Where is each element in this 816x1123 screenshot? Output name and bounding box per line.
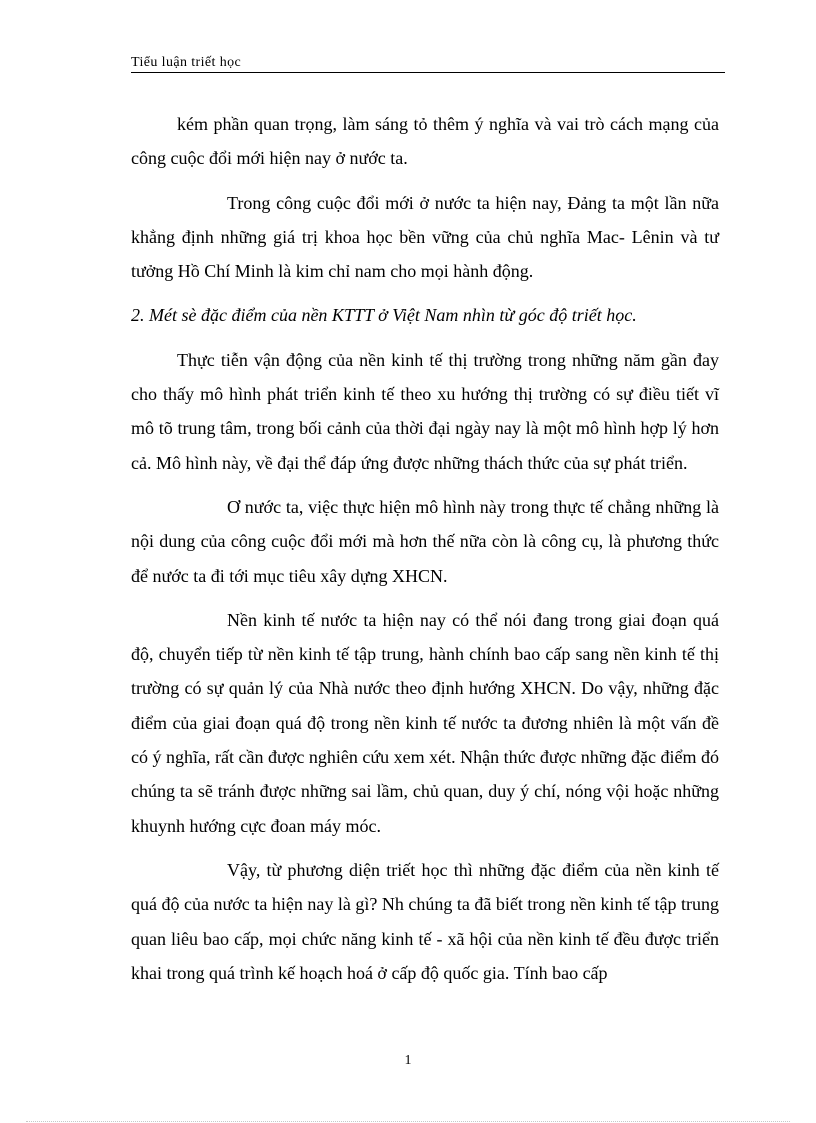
paragraph-doi-moi: Trong công cuộc đổi mới ở nước ta hiện nay, Đảng ta một lần nữa khẳng định những giá trị khoa học bền vững của chủ nghĩa Mac- Lênin và tư tưởng Hồ Chí Minh là kim chỉ nam cho mọi hành động. [131,192,719,282]
paragraph-o-nuoc-ta: Ơ nước ta, việc thực hiện mô hình này trong thực tế chẳng những là nội dung của công cuộc đổi mới mà hơn thế nữa còn là công cụ, là phương thức để nước ta đi tới mục tiêu xây dựng XHCN. [131,496,719,586]
running-header: Tiểu luận triết học [131,55,242,70]
section-heading: 2. Mét sè đặc điểm của nền KTTT ở Việt Nam nhìn từ góc độ triết học. [131,305,637,326]
paragraph-vay: Vậy, từ phương diện triết học thì những đặc điểm của nền kinh tế quá độ của nước ta hiện nay là gì? Nh chúng ta đã biết trong nền kinh tế tập trung quan liêu bao cấp, mọi chức năng kinh tế - xã hội của nền kinh tế đều được triển khai trong quá trình kế hoạch hoá ở cấp độ quốc gia. Tính bao cấp [131,859,719,983]
document-body [131,107,719,1000]
page-bottom-divider [26,1121,790,1122]
header-rule [131,72,725,73]
page-number: 1 [404,1053,412,1068]
paragraph-continuation: kém phần quan trọng, làm sáng tỏ thêm ý nghĩa và vai trò cách mạng của công cuộc đổi mới hiện nay ở nước ta. [131,114,719,169]
paragraph-nen-kinh-te: Nền kinh tế nước ta hiện nay có thể nói đang trong giai đoạn quá độ, chuyển tiếp từ nền kinh tế tập trung, hành chính bao cấp sang nền kinh tế thị trường có sự quản lý của Nhà nước theo định hướng XHCN. Do vậy, những đặc điểm của giai đoạn quá độ trong nền kinh tế nước ta đương nhiên là một vấn đề có ý nghĩa, rất cần được nghiên cứu xem xét. Nhận thức được những đặc điểm đó chúng ta sẽ tránh được những sai lầm, chủ quan, duy ý chí, nóng vội hoặc những khuynh hướng cực đoan máy móc. [131,609,719,836]
paragraph-thuc-tien: Thực tiễn vận động của nền kinh tế thị trường trong những năm gần đay cho thấy mô hình phát triển kinh tế theo xu hướng thị trường có sự điều tiết vĩ mô tõ trung tâm, trong bối cảnh của thời đại ngày nay là một mô hình hợp lý hơn cả. Mô hình này, về đại thể đáp ứng được những thách thức của sự phát triển. [131,349,719,473]
